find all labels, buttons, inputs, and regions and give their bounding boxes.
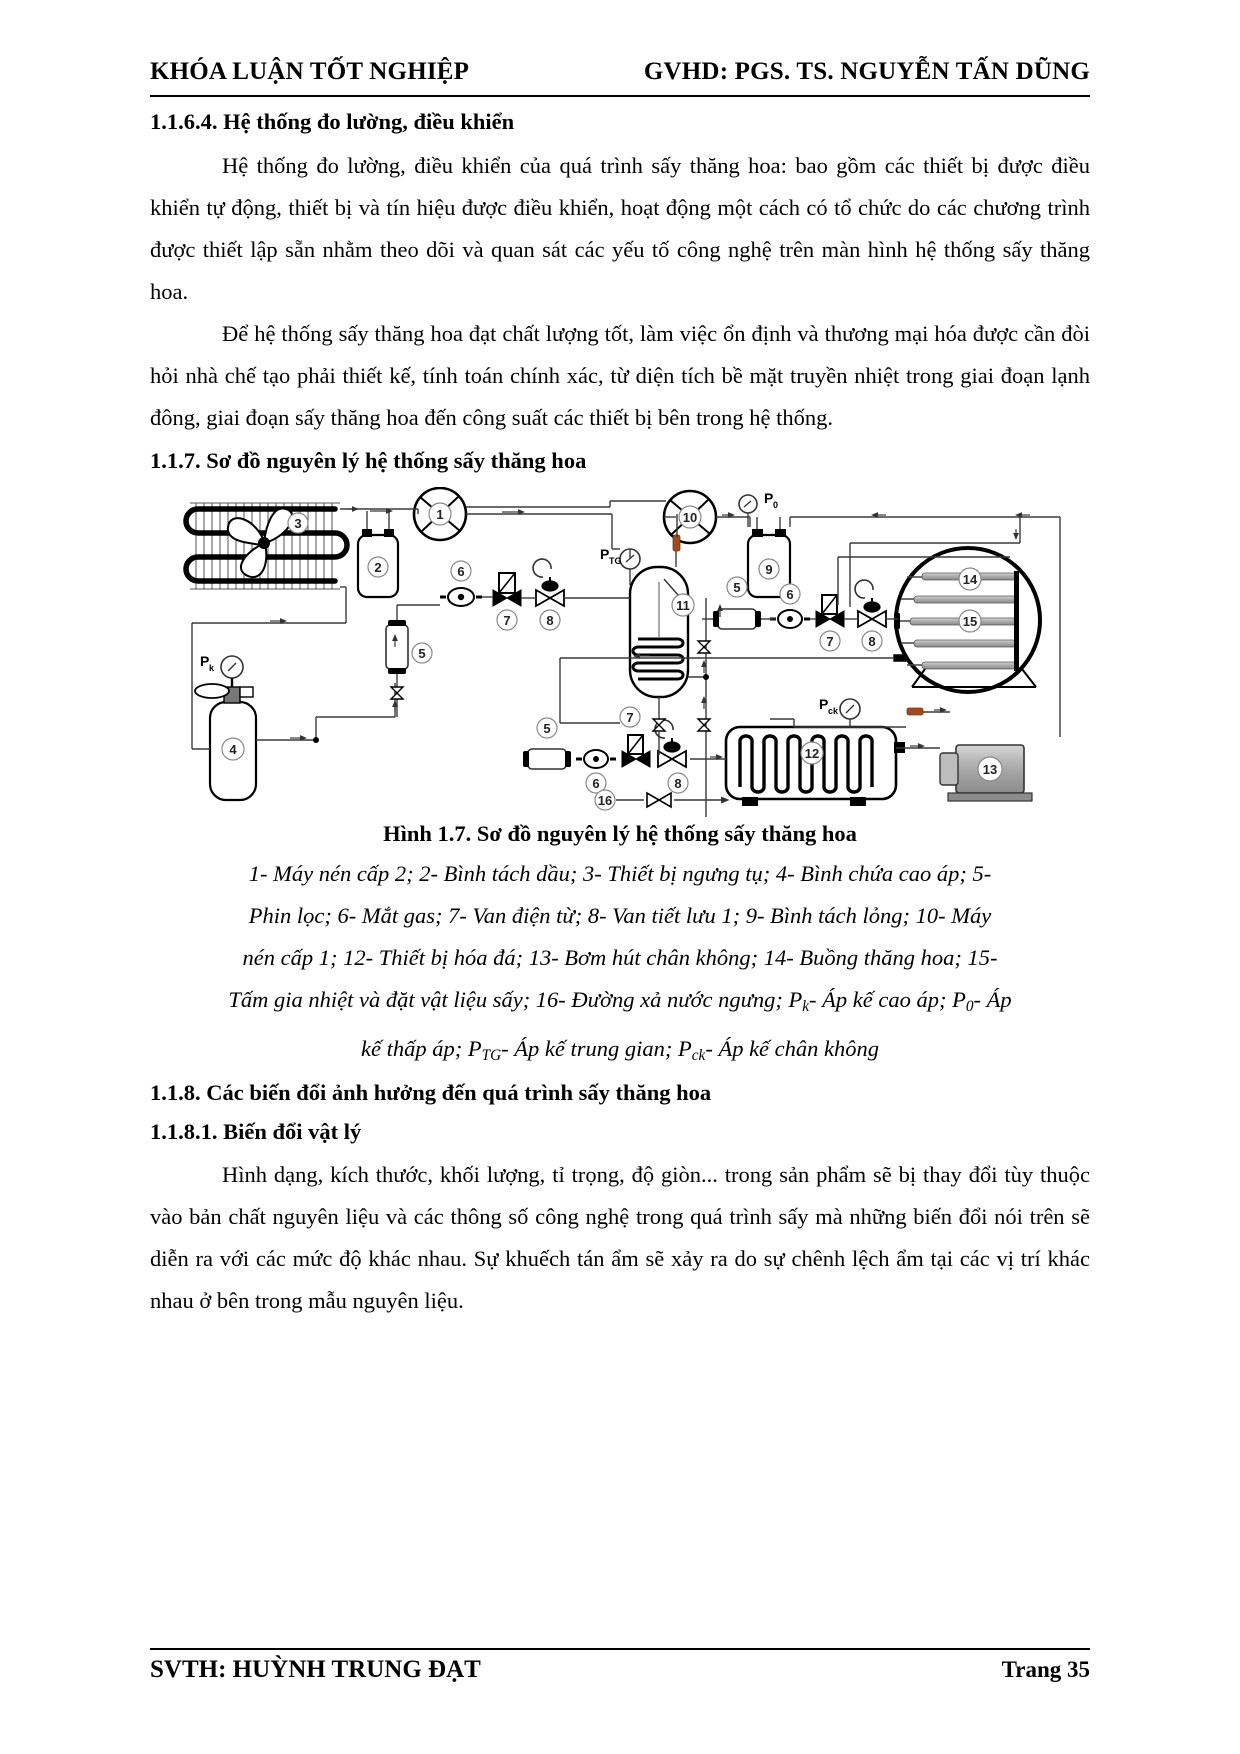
figure-label-8a: 8 — [546, 613, 554, 629]
paragraph-1-1-6-4-1: Hệ thống đo lường, điều khiển của quá trình sấy thăng hoa: bao gồm các thiết bị được điều khiển tự động, thiết bị và tín hiệu được điều khiển, hoạt động một cách có tổ chức do các chương trình được thiết lập sẵn nhằm theo dõi và quan sát các yếu tố công nghệ trên màn hình hệ thống sấy thăng hoa. — [150, 152, 1090, 304]
header-right-text: GVHD: PGS. TS. NGUYỄN TẤN DŨNG — [643, 58, 1090, 85]
figure-label-pck: P — [819, 696, 829, 713]
figure-label-6b: 6 — [786, 587, 794, 603]
figure-label-15: 15 — [962, 614, 978, 630]
figure-label-pk-sub: k — [209, 663, 215, 674]
figure-label-3: 3 — [294, 516, 302, 532]
heading-1-1-8-1: 1.1.8.1. Biến đổi vật lý — [150, 1118, 362, 1144]
figure-caption: Hình 1.7. Sơ đồ nguyên lý hệ thống sấy thăng hoa — [383, 821, 857, 847]
gauge-pk — [221, 656, 243, 678]
footer-divider — [150, 1648, 1090, 1650]
figure-label-13: 13 — [982, 762, 998, 778]
figure-label-6c: 6 — [592, 776, 600, 792]
page-footer — [150, 1656, 1090, 1684]
figure-label-5c: 5 — [543, 721, 551, 737]
expansion-valve-8-b — [855, 580, 886, 627]
document-body — [150, 106, 1090, 1322]
header-divider — [150, 95, 1090, 97]
figure-label-16: 16 — [597, 793, 613, 809]
figure-label-2: 2 — [374, 560, 382, 576]
legend-sub-0: 0 — [965, 998, 974, 1016]
legend-line-4-c: - Áp — [973, 987, 1012, 1013]
figure-label-p0: P — [764, 490, 774, 507]
liquid-separator-9 — [748, 517, 790, 597]
solenoid-valve-7-b — [816, 595, 844, 627]
solenoid-valve-7-c — [622, 735, 650, 767]
legend-line-3: nén cấp 1; 12- Thiết bị hóa đá; 13- Bơm hút chân không; 14- Buồng thăng hoa; 15- — [242, 945, 998, 971]
legend-line-5-a: kế thấp áp; P — [360, 1036, 482, 1062]
figure-label-8b: 8 — [868, 634, 876, 650]
expansion-valve-8-a — [533, 559, 564, 606]
legend-sub-ck: ck — [691, 1046, 706, 1064]
figure-label-1: 1 — [436, 507, 444, 523]
sight-glass-6-c — [576, 750, 616, 768]
legend-sub-k: k — [802, 998, 810, 1016]
figure-label-7c: 7 — [626, 710, 634, 726]
high-pressure-receiver-4 — [195, 677, 256, 800]
condenser-unit-3 — [186, 503, 347, 589]
legend-line-2: Phin lọc; 6- Mắt gas; 7- Van điện từ; 8- Van tiết lưu 1; 9- Bình tách lỏng; 10- Máy — [248, 903, 992, 929]
legend-line-4 — [150, 979, 1090, 1028]
legend-sub-tg: TG — [481, 1046, 502, 1064]
filter-5-c — [523, 749, 571, 769]
heading-1-1-6-4: 1.1.6.4. Hệ thống đo lường, điều khiển — [150, 109, 515, 134]
figure-legend — [150, 853, 1090, 1077]
legend-line-4-a: Tấm gia nhiệt và đặt vật liệu sấy; 16- Đường xả nước ngưng; P — [228, 987, 803, 1013]
drain-valve-16 — [616, 793, 726, 807]
figure-label-p0-sub: 0 — [773, 500, 779, 511]
ice-device-12 — [726, 727, 905, 806]
oil-separator-2 — [358, 511, 398, 597]
figure-label-4: 4 — [229, 742, 237, 758]
figure-label-10: 10 — [682, 510, 698, 526]
figure-label-ptg-sub: TG — [609, 556, 622, 567]
figure-label-9: 9 — [765, 562, 773, 578]
gauge-p0 — [739, 495, 757, 527]
legend-line-1: 1- Máy nén cấp 2; 2- Bình tách dầu; 3- Thiết bị ngưng tụ; 4- Bình chứa cao áp; 5- — [248, 861, 992, 887]
sight-glass-6-a — [440, 588, 482, 606]
footer-left-text: SVTH: HUỲNH TRUNG ĐẠT — [150, 1656, 481, 1683]
figure-label-7a: 7 — [503, 613, 511, 629]
figure-label-11: 11 — [676, 598, 690, 614]
figure-label-12: 12 — [804, 746, 820, 762]
figure-label-5a: 5 — [418, 646, 426, 662]
footer-page-number: Trang 35 — [1001, 1657, 1090, 1682]
header-left-text: KHÓA LUẬN TỐT NGHIỆP — [150, 58, 470, 85]
intermediate-vessel-11 — [630, 567, 688, 697]
figure-label-6a: 6 — [457, 564, 465, 580]
paragraph-1-1-6-4-2: Để hệ thống sấy thăng hoa đạt chất lượng tốt, làm việc ổn định và thương mại hóa được cần đòi hỏi nhà chế tạo phải thiết kế, tính toán chính xác, từ diện tích bề mặt truyền nhiệt trong giai đoạn lạnh đông, giai đoạn sấy thăng hoa đến công suất các thiết bị bên trong hệ thống. — [150, 320, 1090, 430]
legend-line-5 — [150, 1028, 1090, 1077]
figure-label-7b: 7 — [826, 634, 834, 650]
solenoid-valve-7-a — [493, 573, 521, 606]
gauge-pck — [840, 699, 860, 727]
figure-1-7-schematic — [150, 487, 1090, 817]
legend-line-5-c: - Áp kế chân không — [705, 1036, 880, 1062]
filter-5-a — [386, 620, 408, 674]
paragraph-1-1-8-1-1: Hình dạng, kích thước, khối lượng, tỉ trọng, độ giòn... trong sản phẩm sẽ bị thay đổi tùy thuộc vào bản chất nguyên liệu và các thông số công nghệ trong quá trình sấy mà những biến đổi nói trên sẽ diễn ra với các mức độ khác nhau. Sự khuếch tán ẩm sẽ xảy ra do sự chênh lệch ẩm tại các vị trí khác nhau ở bên trong mẫu nguyên liệu. — [150, 1162, 1090, 1314]
legend-line-4-b: - Áp kế cao áp; P — [809, 987, 966, 1013]
figure-label-pck-sub: ck — [828, 706, 839, 717]
heading-1-1-7: 1.1.7. Sơ đồ nguyên lý hệ thống sấy thăng hoa — [150, 447, 587, 473]
heading-1-1-8: 1.1.8. Các biến đổi ảnh hưởng đến quá trình sấy thăng hoa — [150, 1079, 712, 1105]
figure-label-5b: 5 — [733, 580, 741, 596]
figure-label-14: 14 — [962, 572, 978, 588]
figure-label-8c: 8 — [674, 776, 682, 792]
page-header — [150, 58, 1090, 86]
schematic-svg — [150, 487, 1090, 817]
figure-label-pk: P — [200, 653, 210, 670]
legend-line-5-b: - Áp kế trung gian; P — [501, 1036, 692, 1062]
figure-label-ptg: P — [600, 546, 610, 563]
